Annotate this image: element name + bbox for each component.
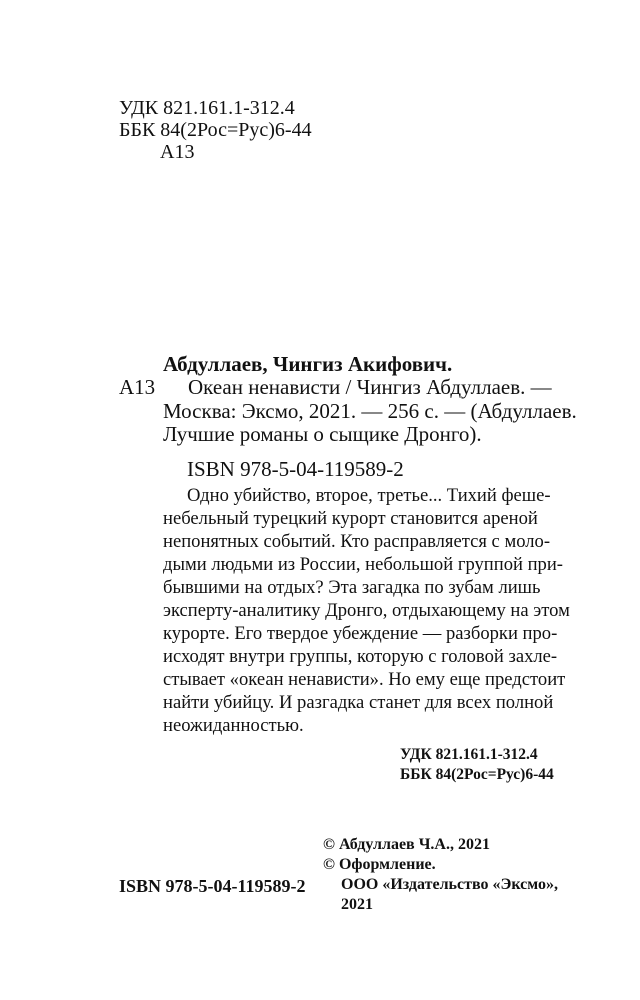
udk-code: УДК 821.161.1-312.4 [119, 97, 295, 119]
annotation-line: курорте. Его твердое убеждение — разборки про- [163, 623, 558, 644]
annotation-line: небельный турецкий курорт становится ареной [163, 508, 538, 529]
bbk-code: ББК 84(2Рос=Рус)6-44 [119, 119, 312, 141]
bottom-bbk-code: ББК 84(2Рос=Рус)6-44 [400, 766, 554, 783]
annotation-line: бывшими на отдых? Эта загадка по зубам лишь [163, 577, 541, 598]
author-mark: А13 [160, 141, 195, 163]
card-line: Москва: Эксмо, 2021. — 256 с. — (Абдуллаев. [163, 399, 577, 423]
annotation-line: дыми людьми из России, небольшой группой при- [163, 554, 563, 575]
card-author-mark: А13 [119, 375, 156, 399]
annotation-line: эксперту-аналитику Дронго, отдыхающему на этом [163, 600, 570, 621]
copyright-author: © Абдуллаев Ч.А., 2021 [323, 836, 490, 853]
card-author: Абдуллаев, Чингиз Акифович. [163, 352, 453, 376]
copyright-year: 2021 [341, 896, 373, 913]
annotation-line: найти убийцу. И разгадка станет для всех полной [163, 692, 554, 713]
isbn-bottom: ISBN 978-5-04-119589-2 [119, 876, 306, 896]
annotation-line: Одно убийство, второе, третье... Тихий феше- [187, 485, 551, 506]
copyright-design: © Оформление. [323, 856, 436, 873]
copyright-publisher: ООО «Издательство «Эксмо», [341, 876, 558, 893]
card-line: Лучшие романы о сыщике Дронго). [163, 422, 482, 446]
annotation-line: неожиданностью. [163, 715, 304, 736]
annotation-line: исходят внутри группы, которую с головой захле- [163, 646, 558, 667]
annotation-line: непонятных событий. Кто расправляется с моло- [163, 531, 551, 552]
bottom-udk-code: УДК 821.161.1-312.4 [400, 746, 538, 763]
card-isbn: ISBN 978-5-04-119589-2 [187, 457, 404, 481]
card-line: Океан ненависти / Чингиз Абдуллаев. — [188, 375, 552, 399]
annotation-line: стывает «океан ненависти». Но ему еще предстоит [163, 669, 566, 690]
